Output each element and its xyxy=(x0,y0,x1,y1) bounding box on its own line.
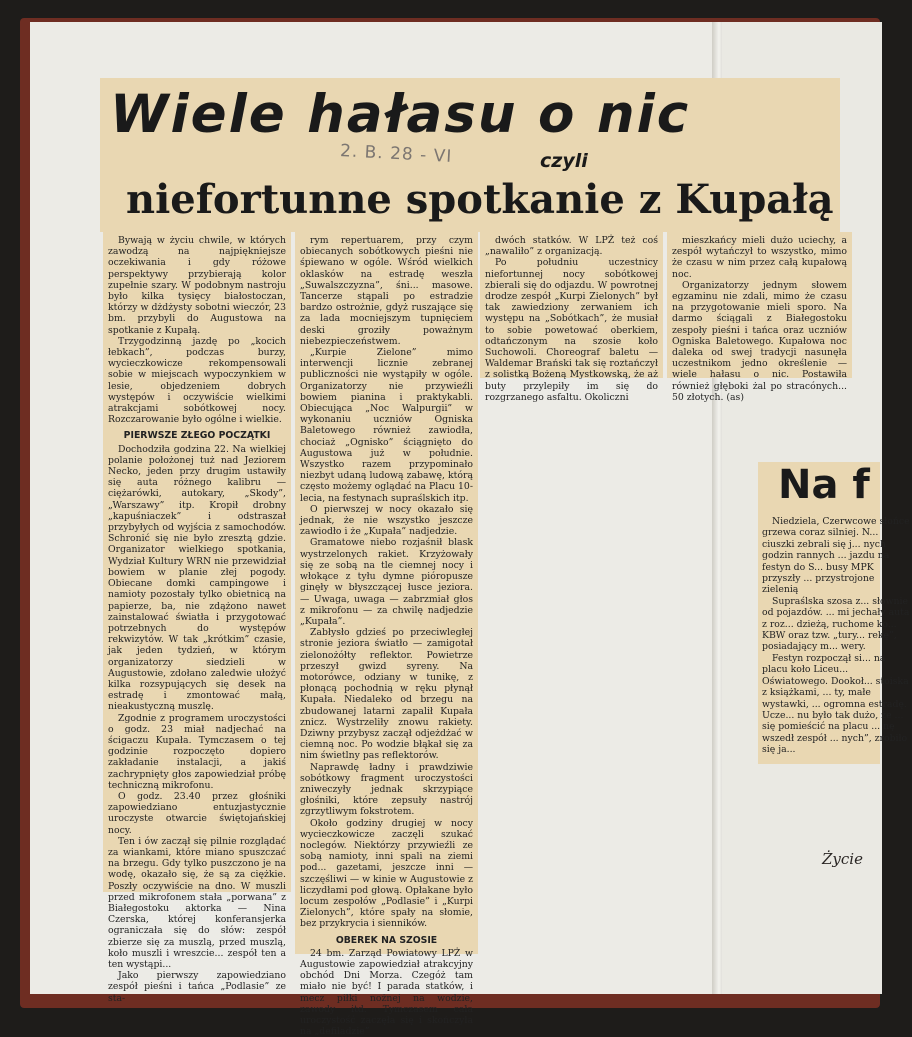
paragraph: mieszkańcy mieli dużo uciechy, a zespół wytańczył to wszystko, mimo że czasu w nim przez całą kupałową noc. xyxy=(672,235,847,280)
paragraph: Ten i ów zaczął się pilnie rozglądać za wiankami, które miano spuszczać na brzegu. Gdy tylko puszczono je na wodę, okazało się, że są za ciężkie. Poszły oczywiście na dno. W muszli przed mikrofonem stała „porwana” z Białegostoku aktorka — Nina Czerska, której konferansjerka ograniczała się do słów: zespół zbierze się za muszlą, przed muszlą, koło muszli i wreszcie... zespół ten a ten wystąpi... xyxy=(108,835,286,970)
second-clipping xyxy=(758,462,910,764)
subheadline: niefortunne spotkanie z Kupałą xyxy=(126,176,834,223)
handwritten-margin-note: Życie xyxy=(822,850,863,868)
paragraph: Bywają w życiu chwile, w których zawodzą na najpiękniejsze oczekiwania i gdy różowe perspektywy przybierają kolor zupełnie szary. W podobnym nastroju było kilka tysięcy białostoczan, którzy w dżdżysty sobotni wieczór, 23 bm. przybyli do Augustowa na spotkanie z Kupałą. xyxy=(108,235,286,336)
second-clipping-title: Na f xyxy=(778,462,870,508)
paragraph: rym repertuarem, przy czym obiecanych sobótkowych pieśni nie śpiewano w ogóle. Wśród wielkich oklasków na estradę weszła „Suwalszczyzna”, śni... masowe. Tancerze stąpali po estradzie bardzo ostrożnie, gdyż ruszające się za lada mocniejszym tupnięciem deski groziły poważnym niebezpieczeństwem. xyxy=(300,235,473,347)
paragraph: Dochodziła godzina 22. Na wielkiej polanie położonej tuż nad Jeziorem Necko, jeden przy drugim ustawiły się auta różnego kalibru — ciężarówki, autokary, „Skody”, „Warszawy” itp. Kropił drobny „kapuśniaczek” i odstraszał przybyłych od wyjścia z samochodów. Schronić się nie było zresztą gdzie. Organizator wielkiego spotkania, Wydział Kultury WRN nie przewidział bowiem w planie złej pogody. Obiecane domki campingowe i namioty pozostały tylko obietnicą na papierze, ba, nie zdążono nawet zainstalować światła i przygotować potrzebnych do występów rekwizytów. W tak „krótkim” czasie, jak jeden tydzień, w którym organizatorzy siedzieli w Augustowie, zdołano zaledwie ułożyć kilka rozsypujących się desek na estradę i zmontować małą, nieakustyczną muszlę. xyxy=(108,443,286,713)
paragraph: O pierwszej w nocy okazało się jednak, że nie wszystko jeszcze zawiodło i że „Kupała” nadjedzie. xyxy=(300,503,473,538)
paragraph: Naprawdę ładny i prawdziwie sobótkowy fragment uroczystości zniweczyły jednak skrzypiące głośniki, które zepsuły nastrój zgrzytliwym fokstrotem. xyxy=(300,761,473,818)
second-clipping-text xyxy=(762,516,912,756)
paragraph: Trzygodzinną jazdę po „kocich łebkach”, podczas burzy, wycieczkowicze rekompensowali sobie w miejscach wypoczynkiem w lesie, objedzeniem dobrych występów i oczywiście wielkimi atrakcjami sobótkowej nocy. Rozczarowanie było ogólne i wielkie. xyxy=(108,335,286,426)
section-heading: PIERWSZE ZŁEGO POCZĄTKI xyxy=(123,430,271,442)
paragraph: Jako pierwszy zapowiedziano zespół pieśni i tańca „Podlasie” ze sta- xyxy=(108,970,286,1004)
paragraph: O godz. 23.40 przez głośniki zapowiedziano entuzjastycznie uroczyste otwarcie świętojańskiej nocy. xyxy=(108,790,286,836)
paragraph: Supraślska szosa z... słownie od pojazdów. ... mi jechały auta z roz... dzieżą, ruchome ko... KBW oraz tzw. „tury... rekę”, posiadający m... wery. xyxy=(762,595,910,653)
paragraph: Po południu uczestnicy niefortunnej nocy sobótkowej zbierali się do odjazdu. W powrotnej drodze zespół „Kurpi Zielonych” był tak zawiedziony zerwaniem ich występu na „Sobótkach”, że musiał to sobie powetować oberkiem, odtańczonym na szosie koło Suchowoli. Choreograf baletu — Waldemar Brański tak się roztańczył z solistką Bożeną Mystkowską, że aż buty przylepiły im się do rozgrzanego asfaltu. Okoliczni xyxy=(485,257,658,403)
section-heading: OBEREK NA SZOSIE xyxy=(335,934,438,946)
article-column-3 xyxy=(480,232,663,403)
article-column-2 xyxy=(295,232,478,1037)
paragraph: Zabłysło gdzieś po przeciwległej stronie jeziora światło — zamigotał zielonożółty reflektor. Powietrze przeszył gwizd syreny. Na motorówce, odziany w tunikę, z płonącą pochodnią w ręku płynął Kupała. Niedaleko od brzegu na zbudowanej latarni zapalił Kupała znicz. Wystrzeliły znowu rakiety. Dziwny przybysz zaczął odjeżdżać w ciemną noc. Po wodzie błąkał się za nim świetlny pas reflektorów. xyxy=(300,627,473,762)
paragraph: Niedziela, Czerwcowe słońce grzewa coraz silniej. N... ciuszki zebrali się j... nych godzin rannych ... jazdu na festyn do S... busy MPK przyszły ... przystrojone zielenią xyxy=(762,516,910,596)
paragraph: Organizatorzy jednym słowem egzaminu nie zdali, mimo że czasu na przygotowanie mieli sporo. Na darmo ściągali z Białegostoku zespoły pieśni i tańca oraz uczniów Ogniska Baletowego. Kupałowa noc daleka od swej tradycji nasunęła uczestnikom jedno określenie — wiele hałasu o nic. Postawiła również głęboki żal po stracónych... 50 złotych. (as) xyxy=(672,279,847,403)
article-column-1 xyxy=(103,232,291,1004)
paragraph: Około godziny drugiej w nocy wycieczkowicze zaczęli szukać noclegów. Niektórzy przywieźli ze sobą namioty, inni spali na ziemi pod... gazetami, jeszcze inni — szczęśliwi — w kinie w Augustowie z liczydłami pod głową. Opłakane było locum zespołów „Podlasie” i „Kurpi Zielonych”, które spały na słomie, bez przykrycia i sienników. xyxy=(300,817,474,930)
handwritten-date: 2. B. 28 - VI xyxy=(339,141,453,167)
headline: Wiele hałasu o nic xyxy=(110,84,691,145)
paragraph: 24 bm. Zarząd Powiatowy LPŻ w Augustowie zapowiedział atrakcyjny obchód Dni Morza. Czegóż tam miało nie być! I parada statków, i mecz piłki nożnej na wodzie, zawody itd. Tymczasem cała uroczystość zaczęła się i skończyła na „defiladzie” xyxy=(300,947,473,1037)
paragraph: Festyn rozpoczął si... na placu koło Liceu... Oświatowego. Dookoł... stoiska z książkami, ... ty, małe wystawki, ... ogromna estradę. Ucze... nu było tak dużo, że ... się pomieścić na placu ... nę wszedł zespół ... nych”, zrobiło się ja... xyxy=(762,652,909,756)
paragraph: Zgodnie z programem uroczystości o godz. 23 miał nadjechać na ścigaczu Kupała. Tymczasem o tej godzinie rozpoczęto dopiero zakładanie instalacji, a jakiś zachrypnięty głos zapowiedział próbę techniczną mikrofonu. xyxy=(108,712,286,791)
paragraph: dwóch statków. W LPŻ też coś „nawaliło” z organizacją. xyxy=(485,235,658,258)
headline-clipping xyxy=(100,78,840,232)
paragraph: „Kurpie Zielone” mimo interwencji licznie zebranej publiczności nie wystąpiły w ogóle. Organizatorzy nie przywieźli bowiem pianina i praktykabli. Obiecująca „Noc Walpurgii” w wykonaniu uczniów Ogniska Baletowego również zawiodła, chociaż „Ognisko” ściągnięto do Augustowa już w południe. Wszystko razem przypominało niezbyt udaną ludową zabawę, którą często możemy oglądać na Placu 10-lecia, na festynach supraślskich itp. xyxy=(300,347,473,504)
conjunction: czyli xyxy=(540,150,588,172)
paragraph: Gramatowe niebo rozjaśnił blask wystrzelonych rakiet. Krzyżowały się ze sobą na tle ciemnej nocy i włokące z tyłu dymne pióropusze ginęły w błyszczącej łusce jeziora. — Uwaga, uwaga — zabrzmiał głos z mikrofonu — za chwilę nadjedzie „Kupała”. xyxy=(300,537,473,627)
article-column-4 xyxy=(667,232,852,403)
